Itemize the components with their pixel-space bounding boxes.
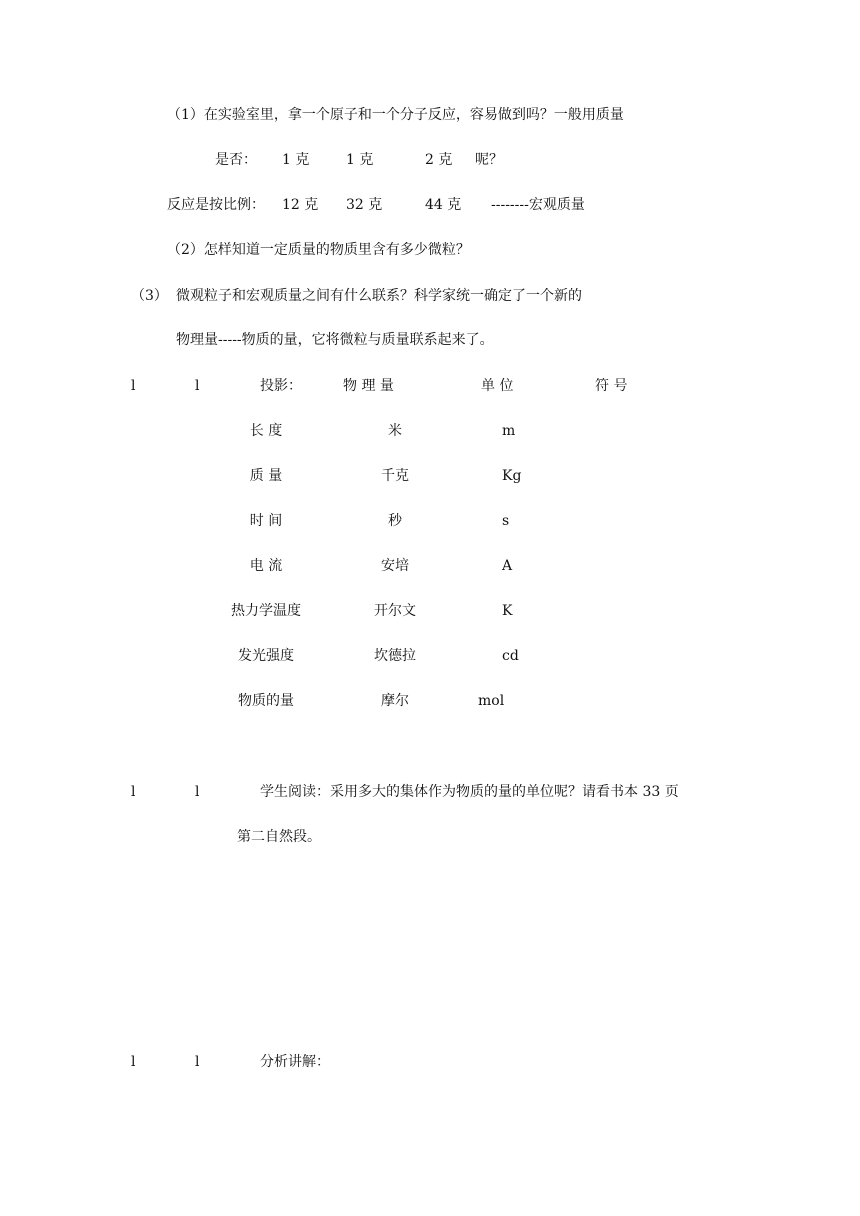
quantity-cell: 质 量 — [249, 468, 283, 484]
quantity-cell: 物质的量 — [238, 693, 294, 709]
symbol-cell: K — [502, 603, 513, 619]
header-symbol: 符 号 — [595, 378, 628, 394]
unit-cell: 秒 — [388, 513, 402, 529]
question-1-line-2-label: 是否： — [215, 152, 257, 168]
bullet-marker: l — [195, 784, 200, 800]
unit-cell: 米 — [388, 423, 402, 439]
bullet-marker: l — [131, 378, 136, 394]
header-unit: 单 位 — [481, 378, 514, 394]
question-3-line-2: 物理量-----物质的量，它将微粒与质量联系起来了。 — [176, 332, 494, 348]
symbol-cell: mol — [478, 693, 505, 709]
question-1-line-3-value-1: 12 克 — [282, 197, 319, 213]
symbol-cell: cd — [502, 648, 519, 664]
question-1-line-2-end: 呢？ — [475, 152, 503, 168]
question-1-line-3-label: 反应是按比例： — [167, 197, 265, 213]
projection-label: 投影： — [260, 378, 302, 394]
symbol-cell: s — [502, 513, 510, 529]
question-3-line-1: 微观粒子和宏观质量之间有什么联系？科学家统一确定了一个新的 — [176, 288, 582, 304]
bullet-marker: l — [131, 784, 136, 800]
question-1-line-1: （1）在实验室里，拿一个原子和一个分子反应，容易做到吗？一般用质量 — [167, 107, 624, 123]
bullet-marker: l — [195, 1054, 200, 1070]
symbol-cell: Kg — [502, 468, 522, 484]
header-quantity: 物 理 量 — [343, 378, 394, 394]
question-1-line-3-value-3: 44 克 — [425, 197, 462, 213]
unit-cell: 安培 — [381, 558, 409, 574]
quantity-cell: 电 流 — [249, 558, 283, 574]
symbol-cell: m — [502, 423, 516, 439]
unit-cell: 千克 — [381, 468, 409, 484]
question-1-line-2-value-2: 1 克 — [346, 152, 374, 168]
unit-cell: 摩尔 — [381, 693, 409, 709]
question-1-line-2-value-1: 1 克 — [282, 152, 310, 168]
question-2: （2）怎样知道一定质量的物质里含有多少微粒？ — [167, 242, 470, 258]
quantity-cell: 时 间 — [249, 513, 283, 529]
unit-cell: 坎德拉 — [374, 648, 416, 664]
question-1-line-2-value-3: 2 克 — [425, 152, 453, 168]
quantity-cell: 热力学温度 — [231, 603, 301, 619]
analysis-label: 分析讲解： — [260, 1054, 330, 1070]
bullet-marker: l — [131, 1054, 136, 1070]
bullet-marker: l — [195, 378, 200, 394]
unit-cell: 开尔文 — [374, 603, 416, 619]
question-3-number: （3） — [131, 288, 168, 304]
quantity-cell: 发光强度 — [238, 648, 294, 664]
reading-line-1: 学生阅读：采用多大的集体作为物质的量的单位呢？请看书本 33 页 — [260, 784, 679, 800]
quantity-cell: 长 度 — [249, 423, 283, 439]
question-1-line-3-end: --------宏观质量 — [491, 197, 585, 213]
reading-line-2: 第二自然段。 — [237, 829, 321, 845]
question-1-line-3-value-2: 32 克 — [346, 197, 383, 213]
symbol-cell: A — [502, 558, 513, 574]
